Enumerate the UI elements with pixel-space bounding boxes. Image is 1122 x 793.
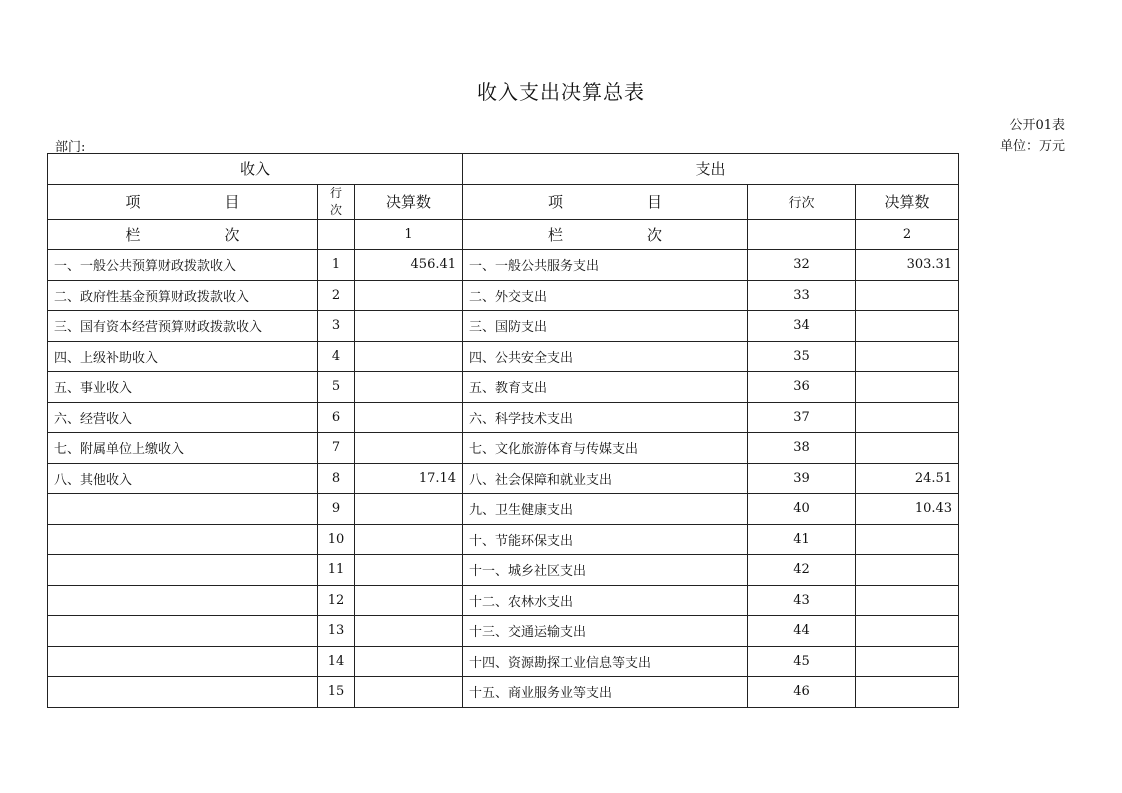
- income-item-cell: 一、一般公共预算财政拨款收入: [48, 250, 318, 281]
- expense-item-cell: 十四、资源勘探工业信息等支出: [463, 646, 748, 677]
- income-amount-cell: [355, 280, 463, 311]
- expense-row-no-header: 行次: [748, 184, 856, 219]
- row-no-header-char: 行: [329, 185, 342, 200]
- expense-amount-cell: 10.43: [856, 494, 959, 525]
- income-amount-cell: [355, 524, 463, 555]
- expense-amount-cell: [856, 280, 959, 311]
- expense-item-cell: 一、一般公共服务支出: [463, 250, 748, 281]
- expense-item-cell: 九、卫生健康支出: [463, 494, 748, 525]
- income-row-no-cell: 10: [318, 524, 355, 555]
- income-item-cell: [48, 616, 318, 647]
- expense-row-no-cell: 35: [748, 341, 856, 372]
- column-header-row: [48, 184, 959, 219]
- income-item-cell: [48, 494, 318, 525]
- table-row: [48, 311, 959, 342]
- income-section-header: 收入: [48, 154, 463, 185]
- income-row-no-cell: 14: [318, 646, 355, 677]
- expense-row-no-cell: 44: [748, 616, 856, 647]
- expense-column-number: 2: [856, 219, 959, 250]
- income-item-cell: 八、其他收入: [48, 463, 318, 494]
- expense-amount-cell: [856, 372, 959, 403]
- page-title: 收入支出决算总表: [477, 80, 645, 104]
- expense-row-no-cell: 43: [748, 585, 856, 616]
- income-row-no-cell: 7: [318, 433, 355, 464]
- column-index-row: [48, 219, 959, 250]
- income-item-cell: 四、上级补助收入: [48, 341, 318, 372]
- income-row-no-cell: 8: [318, 463, 355, 494]
- table-row: [48, 616, 959, 647]
- income-item-cell: [48, 677, 318, 708]
- expense-amount-cell: [856, 585, 959, 616]
- income-row-no-cell: 2: [318, 280, 355, 311]
- income-row-no-cell: 11: [318, 555, 355, 586]
- income-column-number: 1: [355, 219, 463, 250]
- income-row-no-cell: 5: [318, 372, 355, 403]
- income-amount-cell: [355, 555, 463, 586]
- table-row: [48, 341, 959, 372]
- expense-row-no-cell: 42: [748, 555, 856, 586]
- expense-row-no-cell: 38: [748, 433, 856, 464]
- income-row-no-header: [318, 184, 355, 219]
- income-column-label: 栏 次: [48, 219, 318, 250]
- income-item-cell: 五、事业收入: [48, 372, 318, 403]
- expense-row-no-cell: 40: [748, 494, 856, 525]
- expense-item-cell: 三、国防支出: [463, 311, 748, 342]
- expense-row-no-cell: 36: [748, 372, 856, 403]
- expense-row-no-cell: 32: [748, 250, 856, 281]
- table-row: [48, 280, 959, 311]
- expense-item-cell: 十二、农林水支出: [463, 585, 748, 616]
- expense-column-empty: [748, 219, 856, 250]
- expense-amount-cell: [856, 402, 959, 433]
- table-row: [48, 433, 959, 464]
- expense-row-no-cell: 34: [748, 311, 856, 342]
- expense-item-cell: 十三、交通运输支出: [463, 616, 748, 647]
- expense-amount-cell: 24.51: [856, 463, 959, 494]
- table-row: [48, 494, 959, 525]
- income-row-no-cell: 15: [318, 677, 355, 708]
- expense-row-no-cell: 33: [748, 280, 856, 311]
- form-number: 公开01表: [1009, 118, 1065, 133]
- summary-table: [47, 153, 959, 708]
- income-row-no-cell: 6: [318, 402, 355, 433]
- income-row-no-cell: 1: [318, 250, 355, 281]
- income-row-no-cell: 3: [318, 311, 355, 342]
- expense-row-no-cell: 39: [748, 463, 856, 494]
- expense-item-cell: 六、科学技术支出: [463, 402, 748, 433]
- income-amount-cell: 456.41: [355, 250, 463, 281]
- table-row: [48, 402, 959, 433]
- income-amount-cell: [355, 341, 463, 372]
- expense-amount-header: 决算数: [856, 184, 959, 219]
- expense-item-cell: 十、节能环保支出: [463, 524, 748, 555]
- income-item-cell: [48, 524, 318, 555]
- income-item-cell: 三、国有资本经营预算财政拨款收入: [48, 311, 318, 342]
- expense-amount-cell: [856, 616, 959, 647]
- income-row-no-cell: 4: [318, 341, 355, 372]
- expense-row-no-cell: 46: [748, 677, 856, 708]
- expense-item-cell: 八、社会保障和就业支出: [463, 463, 748, 494]
- income-amount-cell: [355, 372, 463, 403]
- expense-item-cell: 四、公共安全支出: [463, 341, 748, 372]
- income-item-cell: 六、经营收入: [48, 402, 318, 433]
- income-amount-cell: [355, 585, 463, 616]
- table-row: [48, 372, 959, 403]
- income-item-cell: [48, 585, 318, 616]
- table-row: [48, 463, 959, 494]
- expense-item-cell: 十五、商业服务业等支出: [463, 677, 748, 708]
- expense-item-cell: 七、文化旅游体育与传媒支出: [463, 433, 748, 464]
- expense-amount-cell: [856, 341, 959, 372]
- income-amount-cell: [355, 433, 463, 464]
- expense-amount-cell: [856, 311, 959, 342]
- income-amount-cell: [355, 494, 463, 525]
- income-amount-cell: [355, 402, 463, 433]
- income-item-cell: 七、附属单位上缴收入: [48, 433, 318, 464]
- section-header-row: [48, 154, 959, 185]
- expense-amount-cell: 303.31: [856, 250, 959, 281]
- income-row-no-cell: 12: [318, 585, 355, 616]
- table-row: [48, 524, 959, 555]
- income-amount-cell: 17.14: [355, 463, 463, 494]
- income-item-cell: [48, 555, 318, 586]
- income-item-cell: 二、政府性基金预算财政拨款收入: [48, 280, 318, 311]
- expense-amount-cell: [856, 433, 959, 464]
- expense-section-header: 支出: [463, 154, 959, 185]
- expense-item-cell: 五、教育支出: [463, 372, 748, 403]
- income-amount-cell: [355, 646, 463, 677]
- expense-amount-cell: [856, 646, 959, 677]
- expense-amount-cell: [856, 555, 959, 586]
- expense-item-cell: 二、外交支出: [463, 280, 748, 311]
- table-row: [48, 250, 959, 281]
- expense-item-cell: 十一、城乡社区支出: [463, 555, 748, 586]
- expense-row-no-cell: 37: [748, 402, 856, 433]
- row-no-header-char: 次: [329, 202, 342, 217]
- expense-amount-cell: [856, 677, 959, 708]
- expense-row-no-cell: 45: [748, 646, 856, 677]
- unit-label: 单位：万元: [999, 139, 1065, 154]
- table-row: [48, 677, 959, 708]
- expense-row-no-cell: 41: [748, 524, 856, 555]
- income-row-no-cell: 13: [318, 616, 355, 647]
- table-row: [48, 646, 959, 677]
- table-row: [48, 555, 959, 586]
- income-item-cell: [48, 646, 318, 677]
- department-label: 部门:: [55, 140, 86, 155]
- income-amount-cell: [355, 677, 463, 708]
- income-amount-cell: [355, 311, 463, 342]
- income-row-no-cell: 9: [318, 494, 355, 525]
- expense-amount-cell: [856, 524, 959, 555]
- income-amount-cell: [355, 616, 463, 647]
- income-item-header: 项 目: [48, 184, 318, 219]
- table-row: [48, 585, 959, 616]
- expense-item-header: 项 目: [463, 184, 748, 219]
- expense-column-label: 栏 次: [463, 219, 748, 250]
- income-amount-header: 决算数: [355, 184, 463, 219]
- income-column-empty: [318, 219, 355, 250]
